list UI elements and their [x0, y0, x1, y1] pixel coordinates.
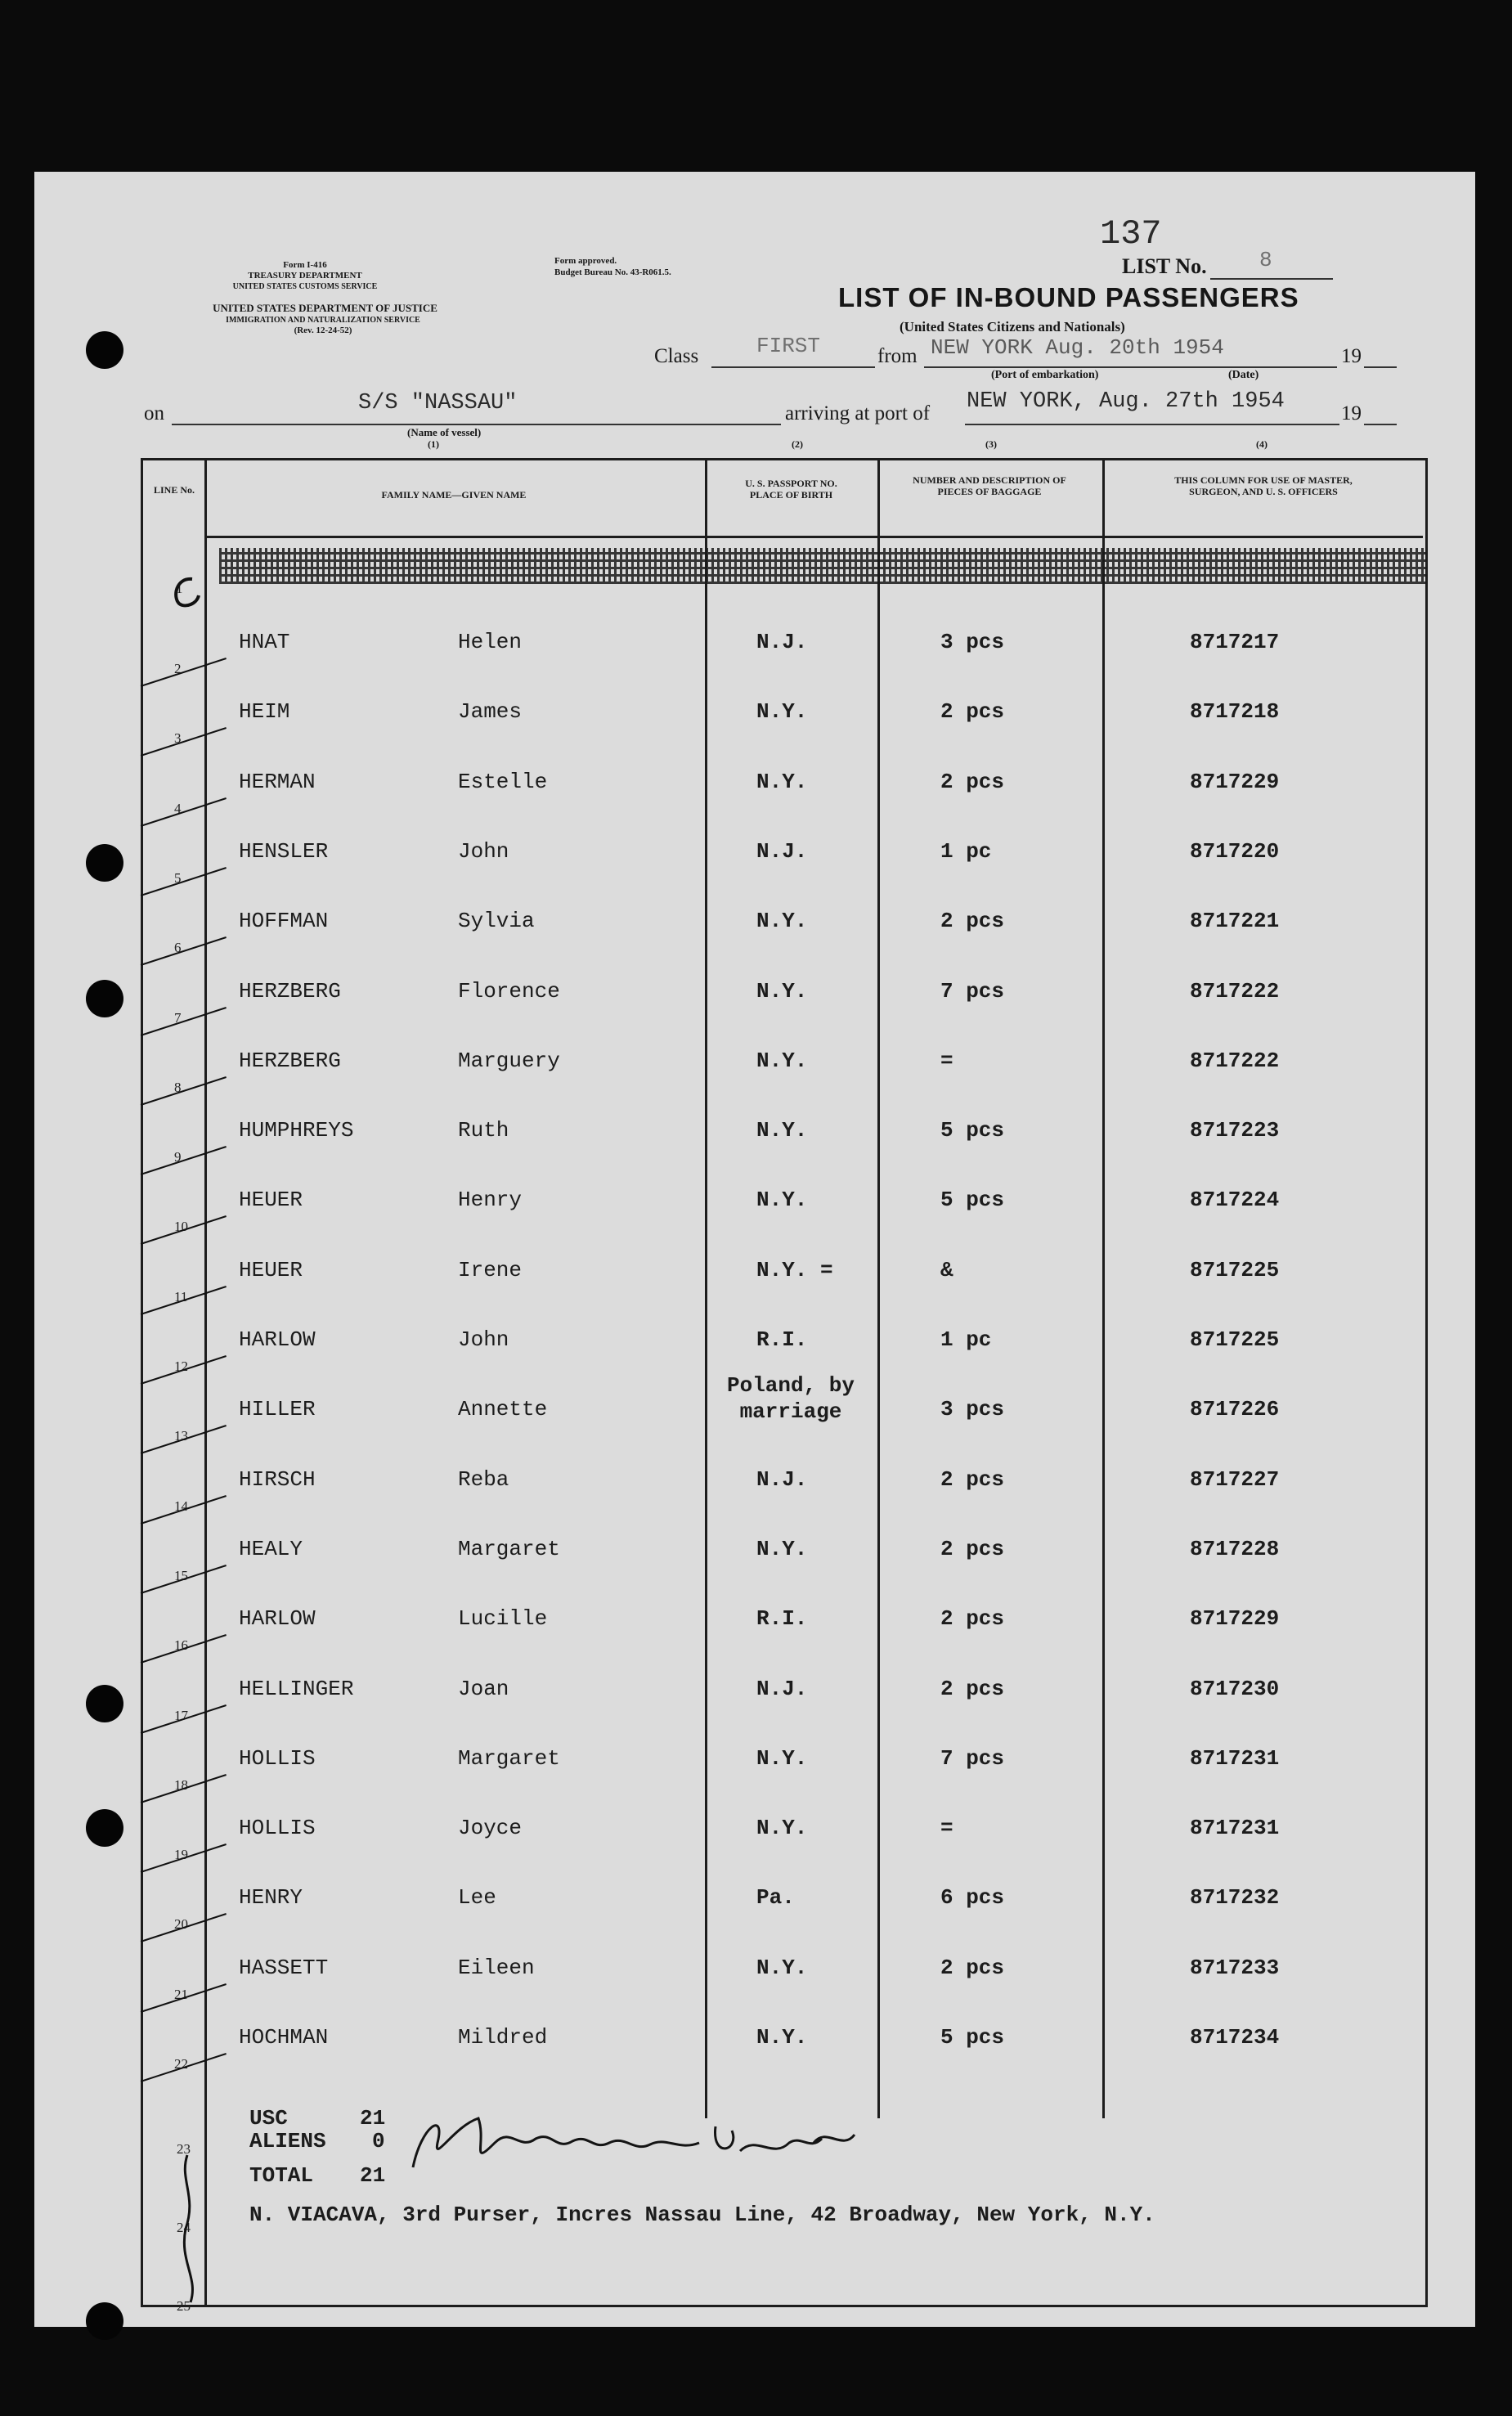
place-of-birth: N.Y. = [756, 1258, 833, 1282]
baggage: = [940, 1049, 953, 1073]
given-name: Margaret [458, 1746, 560, 1771]
class-value: FIRST [756, 334, 821, 358]
place-of-birth: R.I. [756, 1327, 808, 1352]
date-caption: (Date) [1228, 369, 1259, 381]
place-of-birth: N.Y. [756, 909, 808, 933]
given-name: James [458, 699, 523, 724]
list-no-underline [1210, 278, 1333, 280]
year-underline [1364, 424, 1397, 425]
col-header-line: LINE No. [153, 484, 195, 496]
baggage: 6 pcs [940, 1885, 1005, 1910]
family-name: HOFFMAN [239, 909, 329, 933]
document-subtitle: (United States Citizens and Nationals) [900, 319, 1125, 335]
baggage: 2 pcs [940, 1467, 1005, 1492]
binder-hole [86, 1809, 123, 1847]
from-label: from [877, 345, 918, 367]
officer-number: 8717229 [1190, 770, 1280, 794]
family-name: HNAT [239, 630, 290, 654]
usc-label: USC [249, 2106, 288, 2131]
given-name: Eileen [458, 1956, 535, 1980]
from-value: NEW YORK Aug. 20th 1954 [931, 335, 1224, 360]
baggage: 2 pcs [940, 770, 1005, 794]
baggage: 1 pc [940, 839, 992, 864]
arriving-underline [965, 424, 1339, 425]
col-header-name: FAMILY NAME—GIVEN NAME [381, 489, 527, 501]
on-label: on [144, 402, 164, 424]
list-no-label: LIST No. [1122, 254, 1207, 278]
year-underline [1364, 366, 1397, 368]
document-title: LIST OF IN-BOUND PASSENGERS [838, 282, 1299, 312]
family-name: HIRSCH [239, 1467, 316, 1492]
line-number: 8 [174, 1080, 182, 1095]
given-name: Annette [458, 1397, 548, 1421]
place-of-birth: N.J. [756, 630, 808, 654]
place-of-birth: N.Y. [756, 1537, 808, 1561]
form-approved: Form approved. [554, 256, 617, 266]
officer-number: 8717228 [1190, 1537, 1280, 1561]
line-number: 25 [177, 2298, 191, 2314]
line-number: 4 [174, 801, 182, 816]
column-divider [705, 458, 707, 2118]
baggage: 5 pcs [940, 2025, 1005, 2050]
officer-number: 8717217 [1190, 630, 1280, 654]
header-row-divider [204, 536, 1423, 538]
line-number: 24 [177, 2220, 191, 2235]
given-name: Estelle [458, 770, 548, 794]
place-of-birth: N.Y. [756, 1816, 808, 1840]
given-name: John [458, 839, 509, 864]
officer-number: 8717225 [1190, 1327, 1280, 1352]
family-name: HOLLIS [239, 1816, 316, 1840]
baggage: 2 pcs [940, 909, 1005, 933]
line-number: 15 [174, 1568, 188, 1583]
form-number: Form I-416 [283, 260, 327, 270]
line-number: 18 [174, 1777, 188, 1793]
year-suffix: 19 [1341, 402, 1362, 424]
baggage: = [940, 1816, 953, 1840]
place-of-birth: N.Y. [756, 1956, 808, 1980]
given-name: Margaret [458, 1537, 560, 1561]
family-name: HERZBERG [239, 979, 341, 1004]
baggage: 2 pcs [940, 699, 1005, 724]
col-header-passport: U. S. PASSPORT NO. PLACE OF BIRTH [745, 478, 837, 501]
family-name: HEIM [239, 699, 290, 724]
family-name: HERZBERG [239, 1049, 341, 1073]
arriving-value: NEW YORK, Aug. 27th 1954 [967, 389, 1285, 414]
family-name: HOLLIS [239, 1746, 316, 1771]
aliens-value: 0 [372, 2129, 385, 2153]
family-name: HARLOW [239, 1606, 316, 1631]
place-of-birth: N.J. [756, 1467, 808, 1492]
line-number: 5 [174, 870, 182, 886]
given-name: Lee [458, 1885, 496, 1910]
ins-label: IMMIGRATION AND NATURALIZATION SERVICE [226, 316, 420, 325]
officer-number: 8717223 [1190, 1118, 1280, 1143]
place-of-birth: N.Y. [756, 1188, 808, 1212]
line-number: 22 [174, 2056, 188, 2072]
officer-number: 8717229 [1190, 1606, 1280, 1631]
family-name: HUMPHREYS [239, 1118, 354, 1143]
signature-line: N. VIACAVA, 3rd Purser, Incres Nassau Line, 42 Broadway, New York, N.Y. [249, 2203, 1155, 2227]
place-of-birth: N.Y. [756, 770, 808, 794]
officer-number: 8717230 [1190, 1677, 1280, 1701]
officer-number: 8717218 [1190, 699, 1280, 724]
baggage: & [940, 1258, 953, 1282]
vessel-caption: (Name of vessel) [407, 426, 482, 438]
col-header-baggage: NUMBER AND DESCRIPTION OF PIECES OF BAGGAGE [913, 474, 1066, 497]
baggage: 7 pcs [940, 979, 1005, 1004]
handwritten-signature [388, 2094, 871, 2184]
port-embarkation-caption: (Port of embarkation) [991, 369, 1099, 381]
binder-hole [86, 2302, 123, 2340]
officer-number: 8717233 [1190, 1956, 1280, 1980]
binder-hole [86, 844, 123, 882]
family-name: HEALY [239, 1537, 303, 1561]
column-divider [1102, 458, 1105, 2118]
officer-number: 8717232 [1190, 1885, 1280, 1910]
total-value: 21 [360, 2163, 386, 2188]
baggage: 7 pcs [940, 1746, 1005, 1771]
place-of-birth: R.I. [756, 1606, 808, 1631]
binder-hole [86, 331, 123, 369]
page-number: 137 [1100, 214, 1162, 254]
list-no-value: 8 [1259, 248, 1272, 272]
family-name: HASSETT [239, 1956, 329, 1980]
given-name: John [458, 1327, 509, 1352]
line-number: 3 [174, 730, 182, 746]
family-name: HEUER [239, 1188, 303, 1212]
place-of-birth: N.Y. [756, 699, 808, 724]
baggage: 2 pcs [940, 1606, 1005, 1631]
given-name: Reba [458, 1467, 509, 1492]
line-number: 2 [174, 661, 182, 676]
officer-number: 8717222 [1190, 979, 1280, 1004]
col-header-officers: THIS COLUMN FOR USE OF MASTER, SURGEON, AND U. S. OFFICERS [1174, 474, 1353, 497]
line-number: 23 [177, 2141, 191, 2157]
given-name: Henry [458, 1188, 523, 1212]
place-of-birth: N.Y. [756, 1118, 808, 1143]
column-caption-2: (2) [792, 438, 803, 450]
officer-number: 8717225 [1190, 1258, 1280, 1282]
given-name: Florence [458, 979, 560, 1004]
given-name: Helen [458, 630, 523, 654]
circled-mark-icon [168, 573, 207, 612]
line-number: 7 [174, 1010, 182, 1026]
officer-number: 8717227 [1190, 1467, 1280, 1492]
line-number: 9 [174, 1149, 182, 1165]
line-number: 13 [174, 1428, 188, 1444]
baggage: 2 pcs [940, 1537, 1005, 1561]
family-name: HOCHMAN [239, 2025, 329, 2050]
arriving-label: arriving at port of [785, 402, 931, 424]
baggage: 1 pc [940, 1327, 992, 1352]
baggage: 2 pcs [940, 1677, 1005, 1701]
given-name: Sylvia [458, 909, 535, 933]
line-number: 10 [174, 1219, 188, 1234]
officer-number: 8717224 [1190, 1188, 1280, 1212]
officer-number: 8717231 [1190, 1746, 1280, 1771]
place-of-birth: N.Y. [756, 1049, 808, 1073]
total-label: TOTAL [249, 2163, 314, 2188]
baggage: 5 pcs [940, 1118, 1005, 1143]
revision: (Rev. 12-24-52) [294, 326, 352, 335]
vessel-value: S/S "NASSAU" [358, 391, 518, 415]
baggage: 5 pcs [940, 1188, 1005, 1212]
officer-number: 8717220 [1190, 839, 1280, 864]
line-number: 12 [174, 1358, 188, 1374]
usc-value: 21 [360, 2106, 386, 2131]
officer-number: 8717222 [1190, 1049, 1280, 1073]
line-number: 19 [174, 1847, 188, 1862]
struck-out-row [219, 548, 1428, 584]
family-name: HELLINGER [239, 1677, 354, 1701]
officer-number: 8717234 [1190, 2025, 1280, 2050]
place-of-birth: Pa. [756, 1885, 795, 1910]
officer-number: 8717221 [1190, 909, 1280, 933]
place-of-birth: N.J. [756, 839, 808, 864]
given-name: Marguery [458, 1049, 560, 1073]
family-name: HERMAN [239, 770, 316, 794]
line-number: 6 [174, 940, 182, 955]
from-underline [924, 366, 1337, 368]
place-of-birth: Poland, by marriage [726, 1373, 855, 1424]
family-name: HENRY [239, 1885, 303, 1910]
given-name: Joan [458, 1677, 509, 1701]
place-of-birth: N.Y. [756, 1746, 808, 1771]
column-divider [877, 458, 880, 2118]
binder-hole [86, 980, 123, 1017]
column-caption-1: (1) [428, 438, 439, 450]
line-number: 11 [174, 1289, 188, 1305]
line-number: 21 [174, 1987, 188, 2002]
baggage: 3 pcs [940, 1397, 1005, 1421]
line-number: 16 [174, 1637, 188, 1653]
margin-bracket-mark [176, 2147, 209, 2310]
treasury-department: TREASURY DEPARTMENT [248, 271, 362, 281]
given-name: Irene [458, 1258, 523, 1282]
family-name: HENSLER [239, 839, 329, 864]
given-name: Lucille [458, 1606, 548, 1631]
column-caption-3: (3) [985, 438, 997, 450]
family-name: HEUER [239, 1258, 303, 1282]
column-caption-4: (4) [1256, 438, 1267, 450]
given-name: Joyce [458, 1816, 523, 1840]
year-suffix: 19 [1341, 345, 1362, 367]
given-name: Ruth [458, 1118, 509, 1143]
place-of-birth: N.J. [756, 1677, 808, 1701]
line-number: 17 [174, 1708, 188, 1723]
vessel-underline [172, 424, 781, 425]
customs-service: UNITED STATES CUSTOMS SERVICE [232, 282, 378, 291]
baggage: 3 pcs [940, 630, 1005, 654]
officer-number: 8717226 [1190, 1397, 1280, 1421]
baggage: 2 pcs [940, 1956, 1005, 1980]
given-name: Mildred [458, 2025, 548, 2050]
place-of-birth: N.Y. [756, 2025, 808, 2050]
class-label: Class [654, 345, 699, 367]
line-number: 1 [176, 581, 183, 596]
justice-department: UNITED STATES DEPARTMENT OF JUSTICE [213, 302, 437, 314]
line-number: 14 [174, 1498, 188, 1514]
family-name: HARLOW [239, 1327, 316, 1352]
family-name: HILLER [239, 1397, 316, 1421]
officer-number: 8717231 [1190, 1816, 1280, 1840]
budget-bureau: Budget Bureau No. 43-R061.5. [554, 267, 671, 277]
binder-hole [86, 1685, 123, 1722]
line-number: 20 [174, 1916, 188, 1932]
place-of-birth: N.Y. [756, 979, 808, 1004]
class-underline [711, 366, 875, 368]
aliens-label: ALIENS [249, 2129, 326, 2153]
